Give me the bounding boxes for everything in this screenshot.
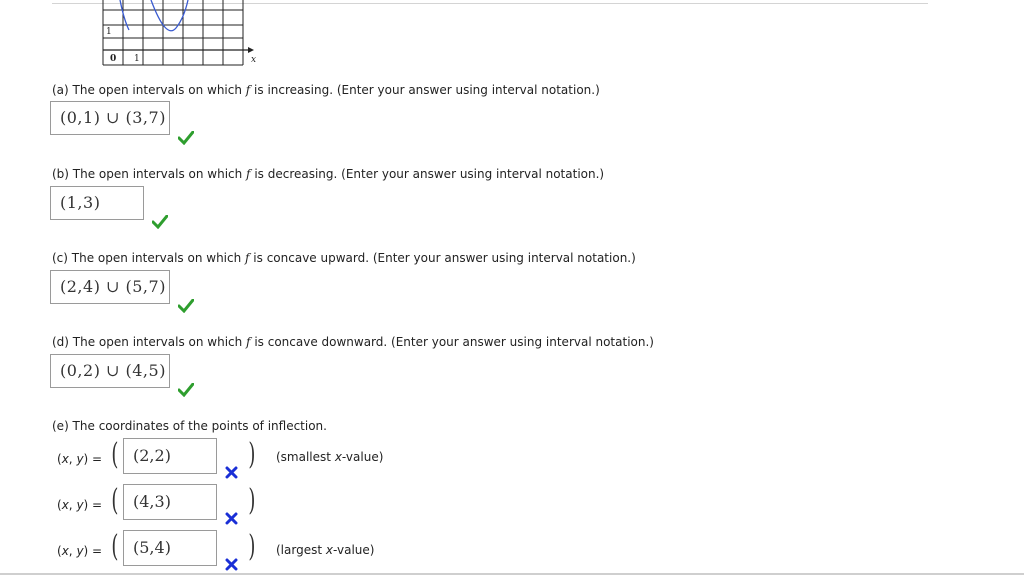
answer-b-input[interactable]: (1,3) [50,186,144,220]
inflection-point-1-input[interactable]: (2,2) [123,438,217,474]
bottom-edge [0,573,1024,575]
xy-label: (x, y) = [57,544,103,558]
question-a-text: (a) The open intervals on which f is increasing. (Enter your answer using interval notation.) [52,83,600,97]
answer-d-input[interactable]: (0,2) ∪ (4,5) [50,354,170,388]
function-graph [96,0,266,70]
largest-x-note: (largest x-value) [276,543,375,557]
x-tick-label-1: 1 [134,54,140,64]
xy-label: (x, y) = [57,452,103,466]
x-mark-icon [225,512,238,525]
question-e-text: (e) The coordinates of the points of inflection. [52,419,327,433]
check-icon [152,215,168,229]
x-mark-icon [225,558,238,571]
check-icon [178,383,194,397]
answer-a-input[interactable]: (0,1) ∪ (3,7) [50,101,170,135]
question-c-text: (c) The open intervals on which f is concave upward. (Enter your answer using interval notation.) [52,251,636,265]
x-tick-label-0: 0 [110,54,117,64]
graph-grid [103,0,243,65]
check-icon [178,131,194,145]
x-mark-icon [225,466,238,479]
right-paren: ) [248,437,256,472]
y-tick-label: 1 [106,27,112,37]
left-paren: ( [111,437,119,472]
check-icon [178,299,194,313]
xy-label: (x, y) = [57,498,103,512]
inflection-point-3-input[interactable]: (5,4) [123,530,217,566]
smallest-x-note: (smallest x-value) [276,450,384,464]
inflection-point-2-input[interactable]: (4,3) [123,484,217,520]
function-curve [120,0,188,31]
left-paren: ( [111,529,119,564]
right-paren: ) [248,529,256,564]
left-paren: ( [111,483,119,518]
x-axis-label: x [251,55,257,65]
question-b-text: (b) The open intervals on which f is decreasing. (Enter your answer using interval notation.) [52,167,605,181]
x-axis-arrow [248,47,254,53]
answer-c-input[interactable]: (2,4) ∪ (5,7) [50,270,170,304]
question-d-text: (d) The open intervals on which f is concave downward. (Enter your answer using interval notation.) [52,335,654,349]
right-paren: ) [248,483,256,518]
